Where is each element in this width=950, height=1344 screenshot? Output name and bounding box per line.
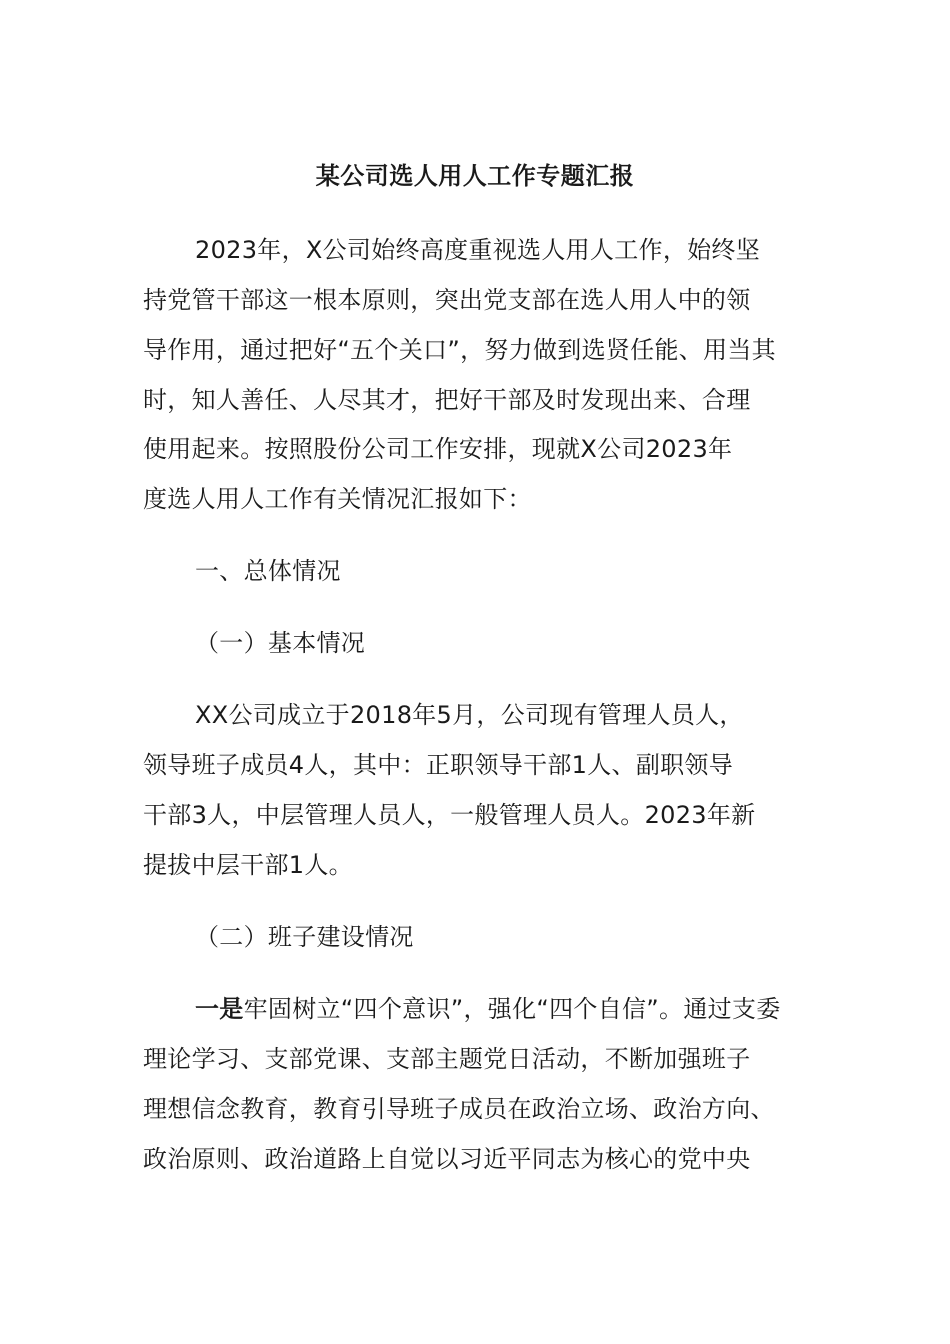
basic-line-3: 干部3人，中层管理人员人，一般管理人员人。2023年新 — [143, 801, 756, 829]
intro-line-1: 2023年，X公司始终高度重视选人用人工作，始终坚 — [195, 236, 761, 264]
subsection-heading-1: （一）基本情况 — [195, 629, 366, 657]
team-line-2: 理论学习、支部党课、支部主题党日活动，不断加强班子 — [143, 1045, 751, 1073]
team-line-1-rest: 牢固树立“四个意识”，强化“四个自信”。通过支委 — [243, 995, 781, 1023]
document-title: 某公司选人用人工作专题汇报 — [315, 162, 635, 190]
section-heading-1: 一、总体情况 — [195, 557, 341, 585]
intro-line-6: 度选人用人工作有关情况汇报如下： — [143, 485, 532, 513]
team-line-1 — [195, 991, 781, 1027]
team-lead-text: 一是 — [195, 995, 244, 1023]
team-line-3: 理想信念教育，教育引导班子成员在政治立场、政治方向、 — [143, 1095, 775, 1123]
team-line-4: 政治原则、政治道路上自觉以习近平同志为核心的党中央 — [143, 1145, 751, 1173]
intro-line-2: 持党管干部这一根本原则，突出党支部在选人用人中的领 — [143, 286, 751, 314]
basic-line-4: 提拔中层干部1人。 — [143, 851, 353, 879]
basic-line-1: XX公司成立于2018年5月，公司现有管理人员人， — [195, 701, 744, 729]
intro-line-5: 使用起来。按照股份公司工作安排，现就X公司2023年 — [143, 435, 733, 463]
intro-line-3: 导作用，通过把好“五个关口”，努力做到选贤任能、用当其 — [143, 336, 776, 364]
intro-line-4: 时，知人善任、人尽其才，把好干部及时发现出来、合理 — [143, 386, 751, 414]
subsection-heading-2: （二）班子建设情况 — [195, 923, 414, 951]
basic-line-2: 领导班子成员4人，其中：正职领导干部1人、副职领导 — [143, 751, 734, 779]
